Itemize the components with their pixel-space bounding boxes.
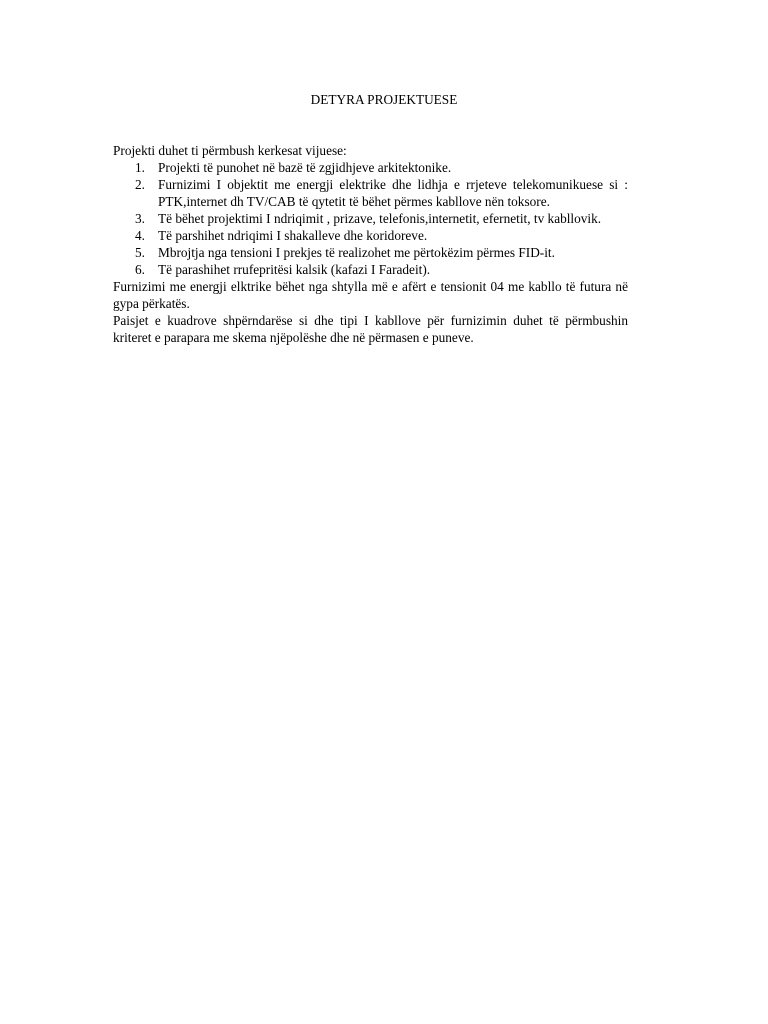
requirements-list [113, 159, 628, 278]
list-item-text: Të parashihet rrufepritësi kalsik (kafazi I Faradeit). [158, 262, 431, 277]
power-supply-paragraph: Furnizimi me energji elktrike bëhet nga shtylla më e afërt e tensionit 04 me kabllo të futura në gypa përkatës. [113, 279, 628, 311]
distribution-paragraph: Paisjet e kuadrove shpërndarëse si dhe tipi I kabllove për furnizimin duhet të përmbushin kriteret e parapara me skema njëpolëshe dhe në përmasen e puneve. [113, 313, 628, 345]
list-item-number: 6. [135, 262, 145, 277]
list-item-number: 2. [135, 177, 145, 192]
intro-text: Projekti duhet ti përmbush kerkesat vijuese: [113, 143, 347, 158]
list-item-text: Furnizimi I objektit me energji elektrike dhe lidhja e rrjeteve telekomunikuese si : PTK,internet dh TV/CAB të qytetit të bëhet përmes kabllove nën toksore. [158, 177, 628, 209]
list-item-text: Të parshihet ndriqimi I shakalleve dhe koridoreve. [158, 228, 428, 243]
list-item-number: 1. [135, 160, 145, 175]
list-item [113, 244, 628, 261]
list-item-text: Të bëhet projektimi I ndriqimit , prizave, telefonis,internetit, efernetit, tv kabllovik. [158, 211, 602, 226]
list-item [113, 227, 628, 244]
list-item-number: 4. [135, 228, 145, 243]
list-item [113, 159, 628, 176]
list-item-number: 5. [135, 245, 145, 260]
list-item-text: Projekti të punohet në bazë të zgjidhjeve arkitektonike. [158, 160, 452, 175]
list-item-text: Mbrojtja nga tensioni I prekjes të realizohet me përtokëzim përmes FID-it. [158, 245, 555, 260]
document-body [113, 142, 628, 346]
list-item [113, 210, 628, 227]
list-item [113, 261, 628, 278]
document-title: DETYRA PROJEKTUESE [310, 92, 458, 107]
list-item-number: 3. [135, 211, 145, 226]
list-item [113, 176, 628, 210]
